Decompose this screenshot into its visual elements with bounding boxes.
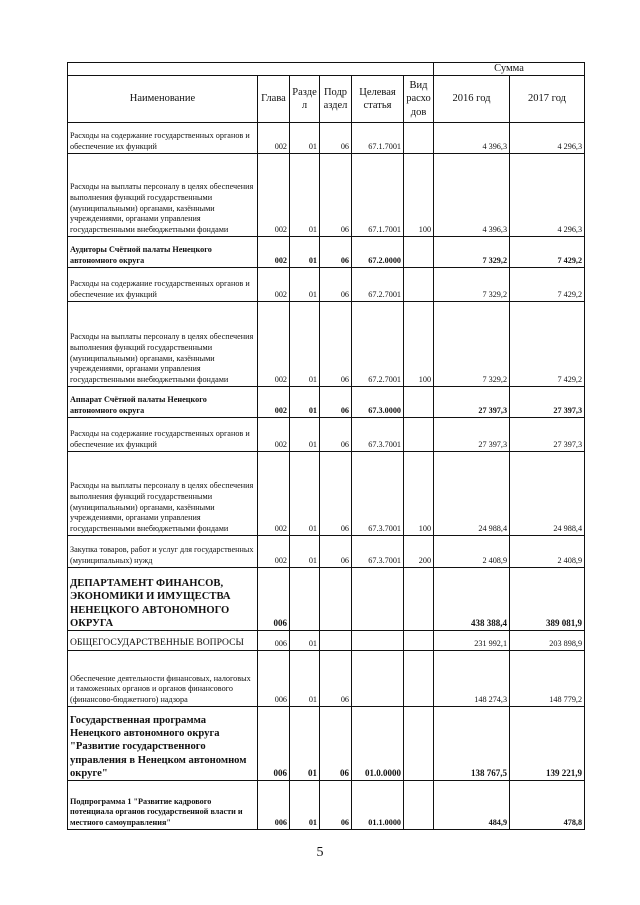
row-vid — [404, 123, 434, 154]
row-vid — [404, 237, 434, 268]
row-name: Расходы на содержание государственных органов и обеспечение их функций — [68, 123, 258, 154]
row-name: Закупка товаров, работ и услуг для государственных (муниципальных) нужд — [68, 536, 258, 568]
row-sum-2017: 4 296,3 — [510, 123, 585, 154]
table-row — [68, 268, 585, 302]
row-podrazdel: 06 — [320, 418, 352, 452]
table-row — [68, 418, 585, 452]
row-razdel: 01 — [290, 123, 320, 154]
row-razdel: 01 — [290, 387, 320, 418]
row-vid: 200 — [404, 536, 434, 568]
row-podrazdel: 06 — [320, 154, 352, 237]
row-razdel: 01 — [290, 631, 320, 651]
row-name: Расходы на содержание государственных органов и обеспечение их функций — [68, 418, 258, 452]
row-podrazdel — [320, 568, 352, 631]
row-sum-2016: 27 397,3 — [434, 387, 510, 418]
col-header-name: Наименование — [68, 76, 258, 123]
row-razdel: 01 — [290, 536, 320, 568]
col-header-razdel: Раздел — [290, 76, 320, 123]
row-sum-2016: 4 396,3 — [434, 123, 510, 154]
row-sum-2016: 7 329,2 — [434, 237, 510, 268]
row-sum-2016: 484,9 — [434, 781, 510, 830]
table-row — [68, 387, 585, 418]
row-target: 67.1.7001 — [352, 154, 404, 237]
row-glava: 002 — [258, 536, 290, 568]
row-vid — [404, 268, 434, 302]
row-glava: 006 — [258, 707, 290, 781]
row-razdel: 01 — [290, 154, 320, 237]
row-sum-2017: 27 397,3 — [510, 387, 585, 418]
row-name: Расходы на выплаты персоналу в целях обеспечения выполнения функций государственными (муниципальными) органами, казёнными учреждениями, органами управления государственными внебюджетными фондами — [68, 302, 258, 387]
row-name: ОБЩЕГОСУДАРСТВЕННЫЕ ВОПРОСЫ — [68, 631, 258, 651]
table-row — [68, 651, 585, 707]
row-sum-2017: 7 429,2 — [510, 268, 585, 302]
row-sum-2016: 231 992,1 — [434, 631, 510, 651]
row-podrazdel: 06 — [320, 123, 352, 154]
row-podrazdel: 06 — [320, 387, 352, 418]
table-row — [68, 452, 585, 536]
row-vid: 100 — [404, 452, 434, 536]
row-vid — [404, 387, 434, 418]
row-name: Государственная программа Ненецкого автономного округа "Развитие государственного управления в Ненецком автономном округе" — [68, 707, 258, 781]
row-name: Аудиторы Счётной палаты Ненецкого автономного округа — [68, 237, 258, 268]
table-row — [68, 536, 585, 568]
table-row — [68, 707, 585, 781]
budget-table — [67, 62, 585, 830]
row-podrazdel — [320, 631, 352, 651]
row-sum-2016: 7 329,2 — [434, 268, 510, 302]
row-sum-2017: 203 898,9 — [510, 631, 585, 651]
row-target: 67.1.7001 — [352, 123, 404, 154]
row-podrazdel: 06 — [320, 536, 352, 568]
table-row — [68, 781, 585, 830]
row-target: 01.1.0000 — [352, 781, 404, 830]
row-vid — [404, 781, 434, 830]
row-name: Обеспечение деятельности финансовых, налоговых и таможенных органов и органов финансового (финансово-бюджетного) надзора — [68, 651, 258, 707]
row-target: 67.3.0000 — [352, 387, 404, 418]
row-glava: 002 — [258, 154, 290, 237]
row-target: 67.3.7001 — [352, 536, 404, 568]
row-glava: 002 — [258, 452, 290, 536]
row-podrazdel: 06 — [320, 707, 352, 781]
row-vid — [404, 418, 434, 452]
row-razdel — [290, 568, 320, 631]
row-glava: 006 — [258, 651, 290, 707]
row-podrazdel: 06 — [320, 268, 352, 302]
row-sum-2016: 2 408,9 — [434, 536, 510, 568]
row-vid — [404, 707, 434, 781]
row-razdel: 01 — [290, 707, 320, 781]
row-target: 67.2.7001 — [352, 302, 404, 387]
row-sum-2016: 4 396,3 — [434, 154, 510, 237]
row-podrazdel: 06 — [320, 452, 352, 536]
row-target: 67.3.7001 — [352, 418, 404, 452]
row-glava: 002 — [258, 237, 290, 268]
col-header-podrazdel: Подраздел — [320, 76, 352, 123]
col-header-target: Целевая статья — [352, 76, 404, 123]
header-blank-cell — [68, 63, 434, 76]
table-row — [68, 631, 585, 651]
row-glava: 006 — [258, 631, 290, 651]
row-sum-2017: 24 988,4 — [510, 452, 585, 536]
row-razdel: 01 — [290, 268, 320, 302]
row-target — [352, 568, 404, 631]
row-podrazdel: 06 — [320, 651, 352, 707]
row-vid: 100 — [404, 154, 434, 237]
col-header-2017: 2017 год — [510, 76, 585, 123]
row-sum-2016: 438 388,4 — [434, 568, 510, 631]
row-sum-2016: 24 988,4 — [434, 452, 510, 536]
table-row — [68, 154, 585, 237]
row-target: 67.3.7001 — [352, 452, 404, 536]
row-glava: 006 — [258, 781, 290, 830]
row-podrazdel: 06 — [320, 302, 352, 387]
row-sum-2017: 389 081,9 — [510, 568, 585, 631]
table-row — [68, 237, 585, 268]
row-razdel: 01 — [290, 452, 320, 536]
row-glava: 002 — [258, 123, 290, 154]
row-sum-2017: 4 296,3 — [510, 154, 585, 237]
table-row — [68, 568, 585, 631]
row-glava: 002 — [258, 302, 290, 387]
row-vid — [404, 651, 434, 707]
row-target: 01.0.0000 — [352, 707, 404, 781]
row-sum-2017: 2 408,9 — [510, 536, 585, 568]
row-razdel: 01 — [290, 651, 320, 707]
row-name: Расходы на выплаты персоналу в целях обеспечения выполнения функций государственными (муниципальными) органами, казёнными учреждениями, органами управления государственными внебюджетными фондами — [68, 154, 258, 237]
table-row — [68, 302, 585, 387]
row-podrazdel: 06 — [320, 781, 352, 830]
row-glava: 002 — [258, 387, 290, 418]
row-target: 67.2.7001 — [352, 268, 404, 302]
row-sum-2017: 27 397,3 — [510, 418, 585, 452]
row-glava: 002 — [258, 418, 290, 452]
row-podrazdel: 06 — [320, 237, 352, 268]
row-glava: 006 — [258, 568, 290, 631]
row-sum-2017: 148 779,2 — [510, 651, 585, 707]
row-sum-2016: 138 767,5 — [434, 707, 510, 781]
row-razdel: 01 — [290, 781, 320, 830]
col-header-vid: Вид расходов — [404, 76, 434, 123]
row-name: Аппарат Счётной палаты Ненецкого автономного округа — [68, 387, 258, 418]
row-sum-2017: 7 429,2 — [510, 237, 585, 268]
row-sum-2017: 139 221,9 — [510, 707, 585, 781]
row-sum-2017: 7 429,2 — [510, 302, 585, 387]
table-row — [68, 123, 585, 154]
row-razdel: 01 — [290, 302, 320, 387]
row-sum-2017: 478,8 — [510, 781, 585, 830]
row-name: ДЕПАРТАМЕНТ ФИНАНСОВ, ЭКОНОМИКИ И ИМУЩЕСТВА НЕНЕЦКОГО АВТОНОМНОГО ОКРУГА — [68, 568, 258, 631]
row-sum-2016: 148 274,3 — [434, 651, 510, 707]
row-name: Расходы на выплаты персоналу в целях обеспечения выполнения функций государственными (муниципальными) органами, казёнными учреждениями, органами управления государственными внебюджетными фондами — [68, 452, 258, 536]
row-sum-2016: 27 397,3 — [434, 418, 510, 452]
col-header-2016: 2016 год — [434, 76, 510, 123]
col-header-glava: Глава — [258, 76, 290, 123]
row-vid — [404, 631, 434, 651]
row-name: Подпрограмма 1 "Развитие кадрового потенциала органов государственной власти и местного самоуправления" — [68, 781, 258, 830]
row-razdel: 01 — [290, 418, 320, 452]
row-glava: 002 — [258, 268, 290, 302]
page-number: 5 — [316, 845, 324, 860]
row-target — [352, 631, 404, 651]
row-vid — [404, 568, 434, 631]
sum-group-header: Сумма — [434, 63, 585, 76]
row-vid: 100 — [404, 302, 434, 387]
row-name: Расходы на содержание государственных органов и обеспечение их функций — [68, 268, 258, 302]
row-target — [352, 651, 404, 707]
row-sum-2016: 7 329,2 — [434, 302, 510, 387]
row-razdel: 01 — [290, 237, 320, 268]
row-target: 67.2.0000 — [352, 237, 404, 268]
